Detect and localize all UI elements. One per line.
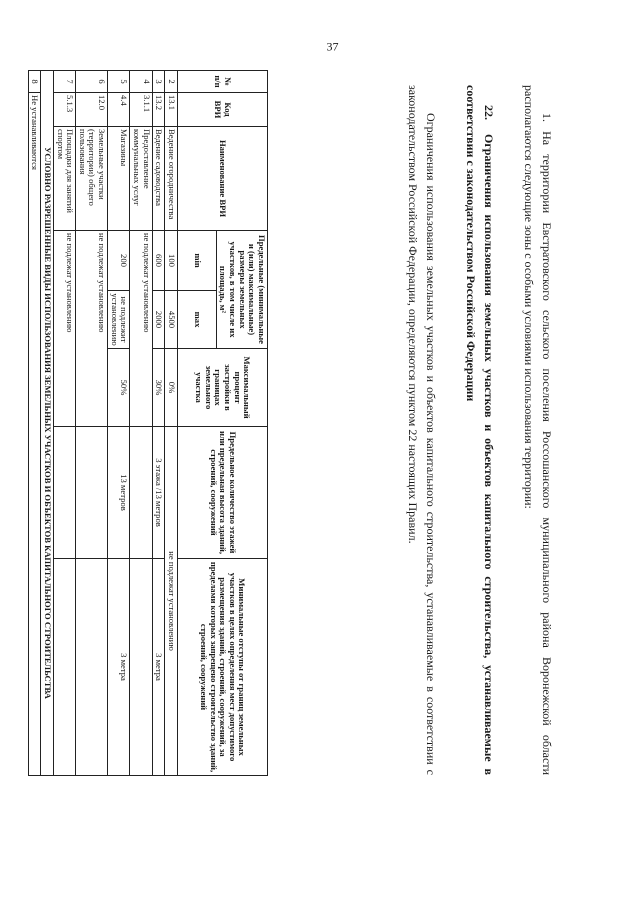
cell-num: 2 [165, 71, 178, 93]
cell-max: не подлежит установлению [108, 291, 130, 349]
cell-setback: 3 метра [152, 559, 165, 776]
cell-name: Площадки для занятий спортом [54, 127, 76, 231]
header-floors: Предельное количество этажей или предельная высота зданий, строений, сооружений [177, 427, 267, 559]
cell-merged: не подлежат установлению [130, 231, 152, 427]
table-row [54, 71, 76, 776]
cell-min: 600 [152, 231, 165, 291]
cell-code: 13.2 [152, 93, 165, 127]
cell-num: 7 [54, 71, 76, 93]
table-row [28, 71, 41, 776]
header-code: Код ВРИ [177, 93, 267, 127]
cell-name: Ведение садоводства [152, 127, 165, 231]
cell-floors [76, 427, 108, 559]
cell-name: Ведение огородничества [165, 127, 178, 231]
cell-name: Предоставление коммунальных услуг [130, 127, 152, 231]
header-row-1 [216, 71, 267, 776]
table-row [130, 71, 152, 776]
cell-code: 13.1 [165, 93, 178, 127]
table-row [108, 71, 130, 776]
cell-merged: не подлежат установлению [54, 231, 76, 427]
cell-code: 5.1.3 [54, 93, 76, 127]
cell-not-set: Не устанавливаются [28, 93, 41, 776]
section-number: 22. [482, 105, 496, 120]
cell-percent: 50% [108, 349, 130, 427]
cell-code: 12.0 [76, 93, 108, 127]
cell-floors [130, 427, 152, 559]
cell-num: 4 [130, 71, 152, 93]
table-row [165, 71, 178, 776]
cell-num: 5 [108, 71, 130, 93]
header-percent: Максимальный процент застройки в границах земельного участка [177, 349, 267, 427]
cell-min: 200 [108, 231, 130, 291]
cell-code: 4.4 [108, 93, 130, 127]
table-row [152, 71, 165, 776]
cell-setback [54, 559, 76, 776]
section-conditional-uses: УСЛОВНО РАЗРЕШЕННЫЕ ВИДЫ ИСПОЛЬЗОВАНИЯ ЗЕМЕЛЬНЫХ УЧАСТКОВ И ОБЪЕКТОВ КАПИТАЛЬНОГО СТРОИТЕЛЬСТВА [41, 71, 54, 776]
header-setback: Минимальные отступы от границ земельных участков в целях определения мест допустимого размещения зданий, строений, сооружений, за пределами которых запрещено строительство зданий, строений, сооружений [177, 559, 267, 776]
cell-setback: 3 метра [108, 559, 130, 776]
cell-num: 8 [28, 71, 41, 93]
cell-num: 6 [76, 71, 108, 93]
paragraph-restrictions-ref: Ограничения использования земельных участков и объектов капитального строительства, устанавливаемые в соответствии с законодательством Российской Федерации, определяются пунктом 22 настоящих Правил. [406, 85, 438, 775]
cell-percent: 30% [152, 349, 165, 427]
header-sizes: Предельные (минимальные и (или) максимальные) размеры земельных участков, в том числе их площадь, м² [216, 231, 267, 349]
cell-setback [76, 559, 108, 776]
cell-setback [130, 559, 152, 776]
cell-merged: не подлежат установлению [76, 231, 108, 427]
page-number: 37 [326, 39, 339, 54]
cell-name: Магазины [108, 127, 130, 231]
header-num: № п/п [177, 71, 267, 93]
section-heading-22 [462, 85, 498, 775]
header-max: max [177, 291, 216, 349]
zoning-table [28, 70, 268, 776]
section-row [41, 71, 54, 776]
section-heading-text: Ограничения использования земельных участков и объектов капитального строительства, устанавливаемые в соответствии с законодательством Российской Федерации [464, 85, 496, 775]
cell-code: 3.1.1 [130, 93, 152, 127]
cell-floors-setback-merged: не подлежат установлению [165, 427, 178, 776]
cell-percent: 0% [165, 349, 178, 427]
paragraph-territory-zones: 1. На территории Евстратовского сельского поселения Россошанского муниципального района Воронежской области располагаются следующие зоны с особыми условиями использования территории: [522, 85, 554, 775]
cell-max: 2000 [152, 291, 165, 349]
header-name: Наименование ВРИ [177, 127, 267, 231]
cell-num: 3 [152, 71, 165, 93]
cell-floors: 3 этажа /13 метров [152, 427, 165, 559]
cell-min: 100 [165, 231, 178, 291]
cell-max: 4500 [165, 291, 178, 349]
cell-floors [54, 427, 76, 559]
header-min: min [177, 231, 216, 291]
table-row [76, 71, 108, 776]
cell-floors: 13 метров [108, 427, 130, 559]
cell-name: Земельные участки (территории) общего пользования [76, 127, 108, 231]
